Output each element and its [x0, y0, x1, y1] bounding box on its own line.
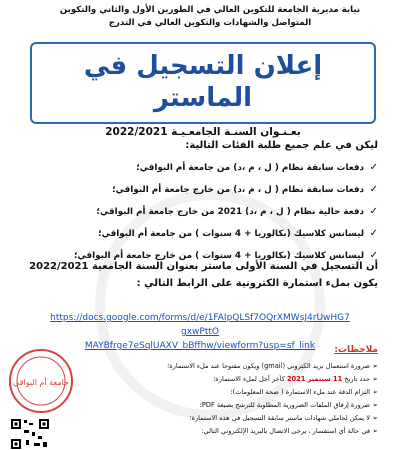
header-line-2: المتواصل والشهادات والتكوين العالي في التدرج	[108, 18, 312, 28]
note-item: ➢حدد تاريخ 11 سبتمبر 2021 كآخر أجل لملء الاستمارة؛	[213, 375, 378, 383]
announcement	[18, 258, 378, 292]
note-item: ➢ضرورة إرفاق الملفات الضرورية المطلوبة للترشح بصيغة PDF؛	[199, 401, 378, 409]
qr-code-icon	[10, 418, 50, 450]
list-item: ✓دفعة حالية نظام ( ل ، م ،د) 2021 من خارج جامعة أم البواقي؛	[48, 201, 378, 223]
categories-list	[48, 157, 378, 267]
note-item: ➢ضرورة استعمال بريد الكتروني (gmail) ويكون مفتوحا عند ملء الاستمارة؛	[167, 362, 378, 370]
checkmark-icon: ✓	[369, 206, 378, 217]
notes-title: ملاحظات:	[334, 345, 378, 355]
registration-form-link[interactable]: https://docs.google.com/forms/d/e/1FAIpQLSf7OQrXMWsJ4rUwHG7gxwPttO MAYBfrge7eSqlUAXV_bBffhw/viewform?usp=sf_link	[50, 313, 350, 351]
svg-text:جامعة أم البواقي: جامعة أم البواقي	[13, 378, 69, 387]
note-item: ➢التزام الدقة عند ملء الاستمارة ( صحة المعلومات)؛	[230, 388, 378, 396]
list-item: ✓ليسانس كلاسيك (بكالوريا + 4 سنوات ) من خارج جامعة أم البواقي؛	[48, 245, 378, 267]
header	[40, 4, 380, 30]
list-item: ✓ليسانس كلاسيك (بكالوريا + 4 سنوات ) من جامعة أم البواقي؛	[48, 223, 378, 245]
note-item: ➢لا يمكن لحاملي شهادات ماستر سابقة التسجيل في هذه الاستمارة؛	[189, 414, 378, 422]
university-stamp	[6, 346, 76, 416]
note-item: ➢في حالة أي استفسار ، يرجى الاتصال بالبريد الإلكتروني التالي:	[201, 427, 378, 435]
checkmark-icon: ✓	[369, 162, 378, 173]
checkmark-icon: ✓	[369, 228, 378, 239]
intro-text: ليكن في علم جميع طلبة الفئات التالية:	[185, 140, 378, 151]
page-subtitle: بعـنـوان السنـة الجامعـيـة 2022/2021	[105, 126, 301, 138]
deadline-date: 11 سبتمبر 2021	[286, 375, 343, 383]
list-item: ✓دفعات سابقة نظام ( ل ، م ،د) من جامعة أم البواقي؛	[48, 157, 378, 179]
announcement-line-2: يكون بملء استمارة الكترونية على الرابط التالي :	[136, 278, 378, 289]
announcement-line-1: أن التسجيل في السنة الأولى ماستر بعنوان السنة الجامعية 2022/2021	[29, 261, 378, 272]
header-line-1: نيابة مديرية الجامعة للتكوين العالي في الطورين الأول والثاني والتكوين	[59, 5, 361, 15]
checkmark-icon: ✓	[369, 184, 378, 195]
checkmark-icon: ✓	[369, 250, 378, 261]
notes-list	[148, 360, 378, 438]
title-box	[30, 42, 376, 138]
page-title: إعلان التسجيل في الماستر	[83, 51, 323, 113]
list-item: ✓دفعات سابقة نظام ( ل ، م ،د) من خارج جامعة أم البواقي؛	[48, 179, 378, 201]
